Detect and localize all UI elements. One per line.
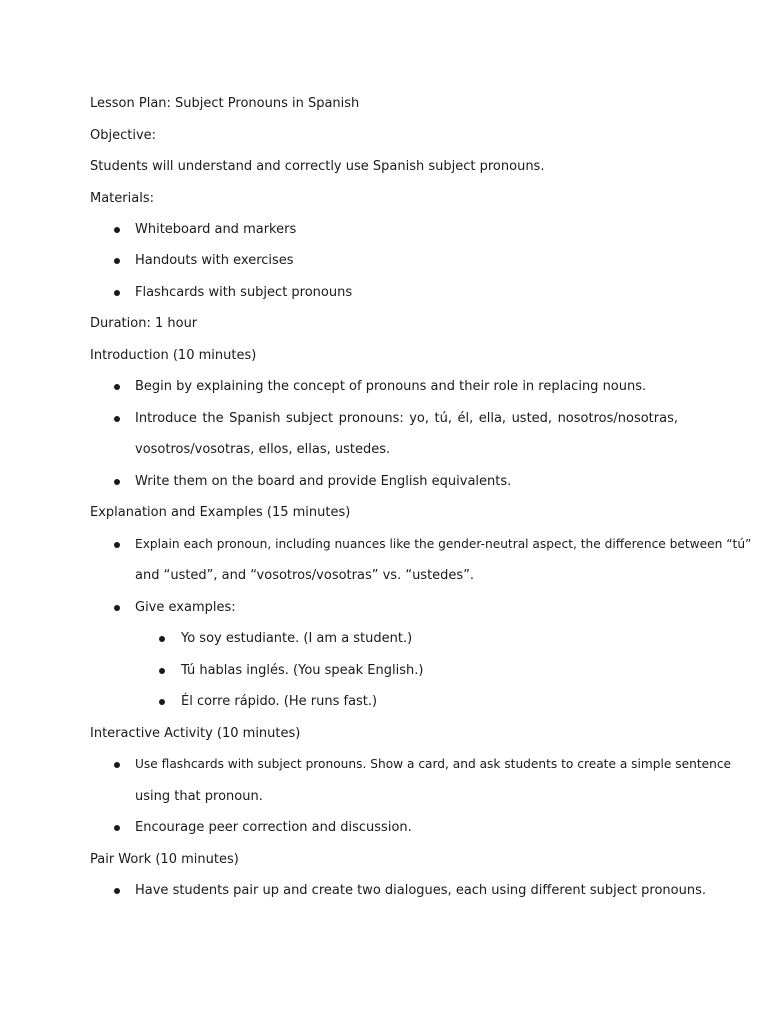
duration-text: Duration: 1 hour — [90, 316, 198, 331]
objective-heading: Objective: — [90, 128, 157, 143]
introduction-heading: Introduction (10 minutes) — [90, 348, 257, 363]
explanation-item-line: and “usted”, and “vosotros/vosotras” vs. “ustedes”. — [135, 568, 475, 583]
explanation-item-line: Explain each pronoun, including nuances like the gender-neutral aspect, the difference between “tú” — [135, 537, 752, 551]
pair-work-item: Have students pair up and create two dialogues, each using different subject pronouns. — [135, 883, 706, 898]
bullet-icon — [159, 699, 165, 705]
explanation-heading: Explanation and Examples (15 minutes) — [90, 505, 351, 520]
bullet-icon — [159, 636, 165, 642]
bullet-icon — [114, 384, 120, 390]
activity-item-line: using that pronoun. — [135, 789, 263, 804]
introduction-item-line: vosotros/vosotras, ellos, ellas, ustedes. — [135, 442, 391, 457]
bullet-icon — [114, 416, 120, 422]
bullet-icon — [114, 290, 120, 296]
activity-item-line: Use flashcards with subject pronouns. Show a card, and ask students to create a simple sentence — [135, 757, 732, 771]
introduction-item: Write them on the board and provide English equivalents. — [135, 474, 512, 489]
bullet-icon — [114, 825, 120, 831]
materials-item: Handouts with exercises — [135, 253, 294, 268]
bullet-icon — [114, 542, 120, 548]
materials-heading: Materials: — [90, 191, 154, 206]
bullet-icon — [114, 479, 120, 485]
materials-item: Flashcards with subject pronouns — [135, 285, 353, 300]
materials-item: Whiteboard and markers — [135, 222, 297, 237]
bullet-icon — [114, 888, 120, 894]
bullet-icon — [159, 668, 165, 674]
page-title: Lesson Plan: Subject Pronouns in Spanish — [90, 96, 360, 111]
introduction-item: Begin by explaining the concept of pronouns and their role in replacing nouns. — [135, 379, 647, 394]
explanation-item: Give examples: — [135, 600, 236, 615]
example-item: Él corre rápido. (He runs fast.) — [181, 694, 378, 709]
bullet-icon — [114, 258, 120, 264]
example-item: Yo soy estudiante. (I am a student.) — [181, 631, 413, 646]
activity-item: Encourage peer correction and discussion. — [135, 820, 412, 835]
activity-heading: Interactive Activity (10 minutes) — [90, 726, 301, 741]
example-item: Tú hablas inglés. (You speak English.) — [181, 663, 424, 678]
bullet-icon — [114, 227, 120, 233]
objective-text: Students will understand and correctly use Spanish subject pronouns. — [90, 159, 545, 174]
bullet-icon — [114, 605, 120, 611]
introduction-item-line: Introduce the Spanish subject pronouns: yo, tú, él, ella, usted, nosotros/nosotras, — [135, 411, 678, 426]
pair-work-heading: Pair Work (10 minutes) — [90, 852, 239, 867]
bullet-icon — [114, 762, 120, 768]
